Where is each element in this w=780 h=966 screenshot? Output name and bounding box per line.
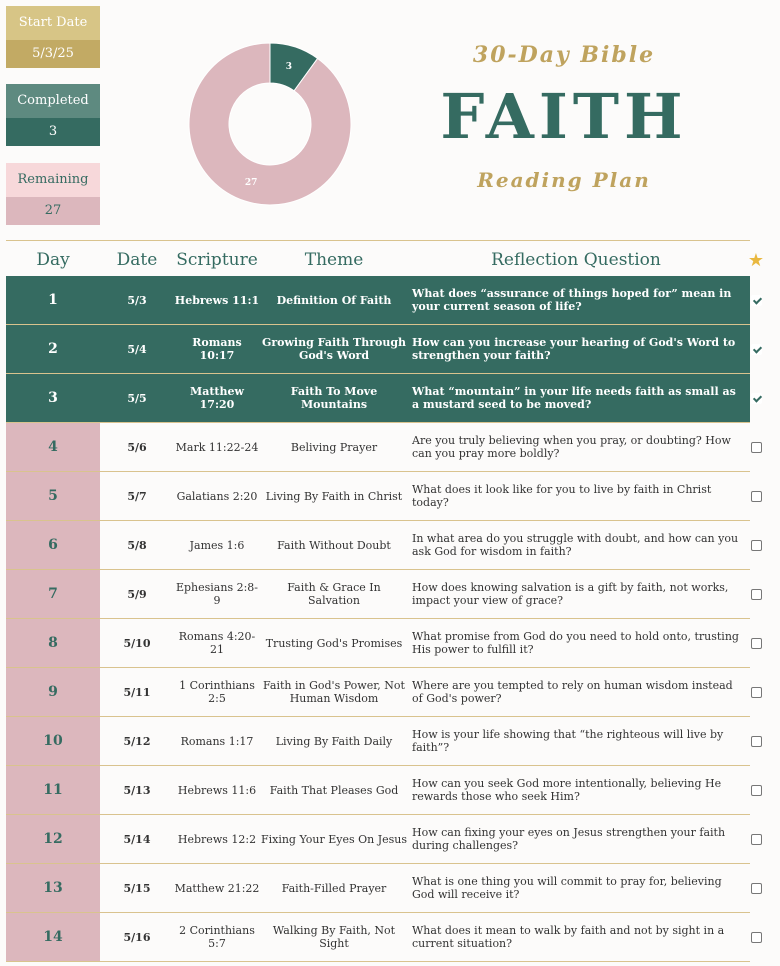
table-row: [6, 570, 750, 619]
donut-slice-remaining: [189, 43, 351, 205]
table-row: [6, 423, 750, 472]
scripture-cell[interactable]: Hebrews 11:6: [177, 783, 257, 797]
theme-cell[interactable]: Faith That Pleases God: [269, 783, 399, 797]
table-header: [6, 244, 765, 276]
day-cell[interactable]: 3: [48, 389, 58, 406]
start-date-card: [6, 6, 100, 68]
theme-cell[interactable]: Faith To Move Mountains: [290, 385, 378, 411]
question-cell[interactable]: What “mountain” in your life needs faith as small as a mustard seed to be moved?: [412, 385, 736, 411]
date-cell[interactable]: 5/6: [127, 440, 147, 454]
day-cell[interactable]: 12: [6, 815, 100, 863]
done-checkbox-cell[interactable]: [744, 423, 768, 471]
header-day: Day: [36, 250, 70, 270]
done-checkbox-cell[interactable]: [744, 815, 768, 863]
done-checkbox-cell[interactable]: [744, 374, 768, 422]
done-checkbox-cell[interactable]: [744, 619, 768, 667]
completed-card: [6, 84, 100, 146]
checked-checkbox[interactable]: [751, 344, 762, 355]
date-cell[interactable]: 5/4: [127, 342, 147, 356]
title-main: FAITH: [440, 80, 688, 153]
question-cell[interactable]: Are you truly believing when you pray, or doubting? How can you pray more boldly?: [412, 434, 731, 460]
theme-cell[interactable]: Living By Faith Daily: [275, 734, 393, 748]
date-cell[interactable]: 5/5: [127, 391, 147, 405]
date-cell[interactable]: 5/15: [123, 881, 151, 895]
unchecked-checkbox[interactable]: [751, 736, 762, 747]
progress-donut-chart: [188, 42, 352, 206]
question-cell[interactable]: How does knowing salvation is a gift by faith, not works, impact your view of grace?: [412, 581, 729, 607]
day-cell[interactable]: 9: [6, 668, 100, 716]
header-date: Date: [116, 250, 158, 270]
scripture-cell[interactable]: Galatians 2:20: [176, 489, 258, 503]
day-cell[interactable]: 1: [48, 291, 58, 308]
day-cell[interactable]: 10: [6, 717, 100, 765]
title-line-3: Reading Plan: [477, 168, 651, 192]
question-cell[interactable]: How can you seek God more intentionally, believing He rewards those who seek Him?: [412, 777, 722, 803]
scripture-cell[interactable]: James 1:6: [189, 538, 245, 552]
header-question: Reflection Question: [491, 250, 661, 270]
theme-cell[interactable]: Growing Faith Through God's Word: [261, 336, 407, 362]
start-date-value[interactable]: 5/3/25: [6, 40, 100, 68]
table-row: [6, 717, 750, 766]
remaining-card: [6, 163, 100, 225]
header-theme: Theme: [304, 250, 364, 270]
done-checkbox-cell[interactable]: [744, 864, 768, 912]
theme-cell[interactable]: Faith-Filled Prayer: [281, 881, 387, 895]
checked-checkbox[interactable]: [751, 295, 762, 306]
question-cell[interactable]: What is one thing you will commit to pray for, believing God will receive it?: [412, 875, 722, 901]
day-cell[interactable]: 7: [6, 570, 100, 618]
date-cell[interactable]: 5/12: [123, 734, 151, 748]
day-cell[interactable]: 2: [48, 340, 58, 357]
day-cell[interactable]: 11: [6, 766, 100, 814]
donut-label-completed: 3: [285, 61, 292, 72]
date-cell[interactable]: 5/9: [127, 587, 147, 601]
table-row: [6, 276, 750, 325]
scripture-cell[interactable]: 1 Corinthians 2:5: [179, 679, 255, 705]
scripture-cell[interactable]: Mark 11:22-24: [175, 440, 259, 454]
checked-checkbox[interactable]: [751, 393, 762, 404]
theme-cell[interactable]: Walking By Faith, Not Sight: [272, 924, 396, 950]
unchecked-checkbox[interactable]: [751, 883, 762, 894]
date-cell[interactable]: 5/11: [123, 685, 151, 699]
done-checkbox-cell[interactable]: [744, 325, 768, 373]
scripture-cell[interactable]: Matthew 21:22: [174, 881, 260, 895]
question-cell[interactable]: What does “assurance of things hoped for” mean in your current season of life?: [412, 287, 732, 313]
date-cell[interactable]: 5/14: [123, 832, 151, 846]
theme-cell[interactable]: Faith & Grace In Salvation: [287, 581, 381, 607]
theme-cell[interactable]: Beliving Prayer: [290, 440, 378, 454]
table-row: [6, 668, 750, 717]
scripture-cell[interactable]: Hebrews 12:2: [177, 832, 257, 846]
table-row: [6, 325, 750, 374]
question-cell[interactable]: In what area do you struggle with doubt, and how can you ask God for wisdom in faith?: [412, 532, 739, 558]
theme-cell[interactable]: Definition Of Faith: [276, 293, 392, 307]
table-row: [6, 864, 750, 913]
scripture-cell[interactable]: Romans 1:17: [180, 734, 254, 748]
done-checkbox-cell[interactable]: [744, 472, 768, 520]
unchecked-checkbox[interactable]: [751, 834, 762, 845]
completed-value: 3: [6, 118, 100, 146]
date-cell[interactable]: 5/8: [127, 538, 147, 552]
table-row: [6, 619, 750, 668]
unchecked-checkbox[interactable]: [751, 442, 762, 453]
unchecked-checkbox[interactable]: [751, 687, 762, 698]
table-row: [6, 815, 750, 864]
question-cell[interactable]: Where are you tempted to rely on human wisdom instead of God's power?: [412, 679, 733, 705]
question-cell[interactable]: What promise from God do you need to hold onto, trusting His power to fulfill it?: [412, 630, 739, 656]
theme-cell[interactable]: Fixing Your Eyes On Jesus: [260, 832, 408, 846]
remaining-value: 27: [6, 197, 100, 225]
scripture-cell[interactable]: Romans 10:17: [192, 336, 242, 362]
question-cell[interactable]: How can fixing your eyes on Jesus strengthen your faith during challenges?: [412, 826, 726, 852]
completed-label: Completed: [6, 84, 100, 118]
header-scripture: Scripture: [176, 250, 258, 270]
date-cell[interactable]: 5/13: [123, 783, 151, 797]
table-row: [6, 521, 750, 570]
table-row: [6, 374, 750, 423]
question-cell[interactable]: How is your life showing that “the righteous will live by faith”?: [412, 728, 724, 754]
theme-cell[interactable]: Faith in God's Power, Not Human Wisdom: [263, 679, 405, 705]
title-line-1: 30-Day Bible: [472, 42, 656, 68]
date-cell[interactable]: 5/10: [123, 636, 151, 650]
date-cell[interactable]: 5/16: [123, 930, 151, 944]
done-checkbox-cell[interactable]: [744, 570, 768, 618]
question-cell[interactable]: What does it mean to walk by faith and not by sight in a current situation?: [412, 924, 725, 950]
theme-cell[interactable]: Trusting God's Promises: [265, 636, 403, 650]
unchecked-checkbox[interactable]: [751, 589, 762, 600]
scripture-cell[interactable]: Ephesians 2:8-9: [175, 581, 259, 607]
scripture-cell[interactable]: Matthew 17:20: [190, 385, 244, 411]
unchecked-checkbox[interactable]: [751, 785, 762, 796]
donut-label-remaining: 27: [244, 178, 258, 189]
reading-plan-table: [6, 244, 765, 962]
day-cell[interactable]: 4: [6, 423, 100, 471]
day-cell[interactable]: 13: [6, 864, 100, 912]
done-checkbox-cell[interactable]: [744, 766, 768, 814]
start-date-label: Start Date: [6, 6, 100, 40]
date-cell[interactable]: 5/3: [127, 293, 147, 307]
unchecked-checkbox[interactable]: [751, 638, 762, 649]
table-row: [6, 913, 750, 962]
done-checkbox-cell[interactable]: [744, 521, 768, 569]
scripture-cell[interactable]: 2 Corinthians 5:7: [179, 924, 255, 950]
done-checkbox-cell[interactable]: [744, 913, 768, 961]
day-cell[interactable]: 6: [6, 521, 100, 569]
day-cell[interactable]: 5: [6, 472, 100, 520]
done-checkbox-cell[interactable]: [744, 717, 768, 765]
table-row: [6, 766, 750, 815]
question-cell[interactable]: How can you increase your hearing of God's Word to strengthen your faith?: [412, 336, 736, 362]
unchecked-checkbox[interactable]: [751, 932, 762, 943]
done-checkbox-cell[interactable]: [744, 276, 768, 324]
unchecked-checkbox[interactable]: [751, 491, 762, 502]
day-cell[interactable]: 8: [6, 619, 100, 667]
scripture-cell[interactable]: Romans 4:20-21: [178, 630, 256, 656]
done-checkbox-cell[interactable]: [744, 668, 768, 716]
star-icon: ★: [747, 249, 765, 271]
question-cell[interactable]: What does it look like for you to live by faith in Christ today?: [412, 483, 712, 509]
day-cell[interactable]: 14: [6, 913, 100, 961]
date-cell[interactable]: 5/7: [127, 489, 147, 503]
theme-cell[interactable]: Faith Without Doubt: [277, 538, 391, 552]
table-row: [6, 472, 750, 521]
scripture-cell[interactable]: Hebrews 11:1: [174, 293, 260, 307]
remaining-label: Remaining: [6, 163, 100, 197]
theme-cell[interactable]: Living By Faith in Christ: [265, 489, 403, 503]
unchecked-checkbox[interactable]: [751, 540, 762, 551]
header-divider: [6, 240, 750, 241]
